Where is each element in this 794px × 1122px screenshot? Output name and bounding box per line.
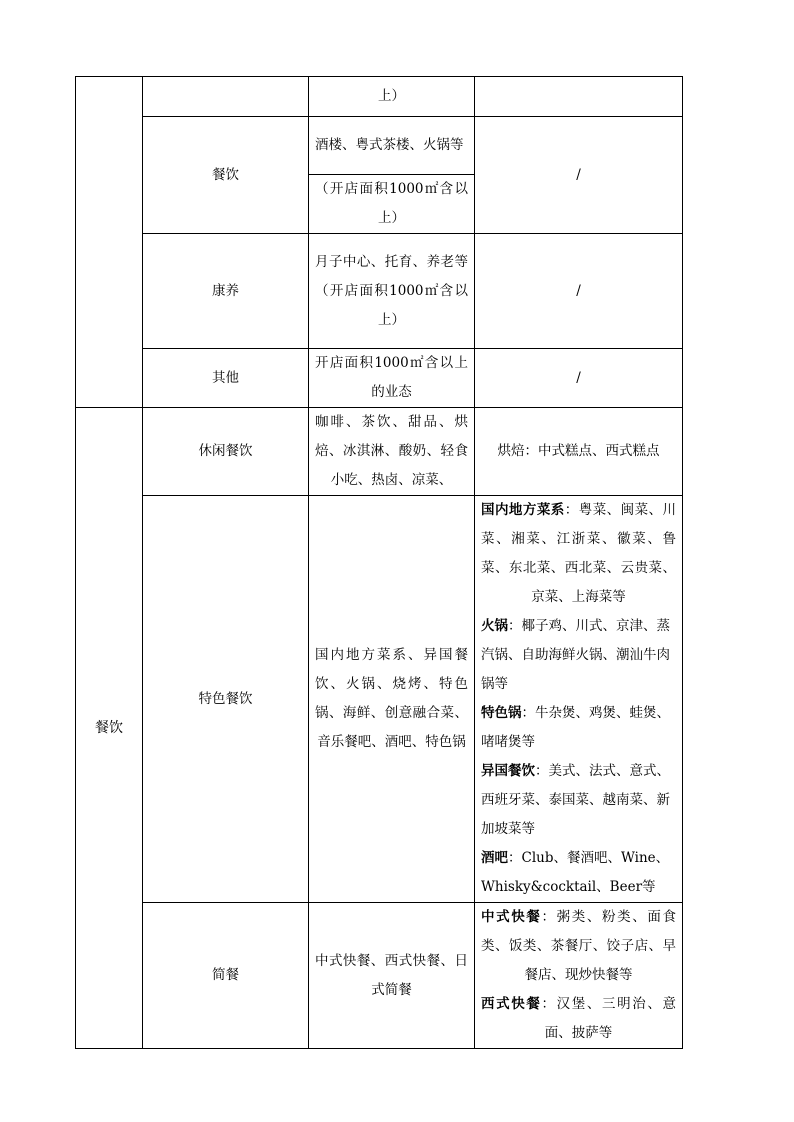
subcategory-name: 特色餐饮	[143, 496, 309, 903]
subcategory-name: 康养	[143, 234, 309, 349]
table-cell	[143, 77, 309, 117]
table-cell: 咖啡、茶饮、甜品、烘焙、冰淇淋、酸奶、轻食小吃、热卤、凉菜、	[309, 408, 475, 496]
subcategory-name: 简餐	[143, 903, 309, 1049]
table-row	[76, 408, 683, 496]
table-cell	[475, 903, 683, 1049]
table-cell: 酒楼、粤式茶楼、火锅等 （开店面积1000㎡含以上）	[309, 117, 475, 234]
category-label: 餐饮	[76, 408, 143, 1049]
table-cell: 烘焙：中式糕点、西式糕点	[475, 408, 683, 496]
table-row	[76, 903, 683, 1049]
detail-item: 中式快餐：粥类、粉类、面食类、饭类、茶餐厅、饺子店、早餐店、现炒快餐等	[481, 909, 676, 983]
table-cell	[475, 496, 683, 903]
category-table	[75, 76, 683, 1049]
table-cell: 上）	[309, 77, 475, 117]
table-row	[76, 496, 683, 903]
table-cell	[475, 77, 683, 117]
table-row	[76, 349, 683, 408]
table-cell: 中式快餐、西式快餐、日式简餐	[309, 903, 475, 1049]
category-cell-empty	[76, 77, 143, 408]
table-row	[76, 77, 683, 117]
table-cell: 开店面积1000㎡含以上的业态	[309, 349, 475, 408]
detail-item: 国内地方菜系：粤菜、闽菜、川菜、湘菜、江浙菜、徽菜、鲁菜、东北菜、西北菜、云贵菜、京菜、上海菜等	[481, 502, 677, 605]
table-cell: /	[475, 234, 683, 349]
table-row	[76, 117, 683, 234]
detail-item: 火锅：椰子鸡、川式、京津、蒸汽锅、自助海鲜火锅、潮汕牛肉锅等	[481, 618, 670, 692]
subcategory-name: 休闲餐饮	[143, 408, 309, 496]
detail-item: 异国餐饮：美式、法式、意式、西班牙菜、泰国菜、越南菜、新加坡菜等	[481, 763, 670, 837]
detail-item: 西式快餐：汉堡、三明治、意面、披萨等	[481, 996, 676, 1041]
table-cell: /	[475, 117, 683, 234]
table-cell: 月子中心、托育、养老等（开店面积1000㎡含以上）	[309, 234, 475, 349]
subcategory-name: 餐饮	[143, 117, 309, 234]
table-row	[76, 234, 683, 349]
detail-item: 酒吧：Club、餐酒吧、Wine、Whisky&cocktail、Beer等	[481, 850, 670, 895]
subcategory-name: 其他	[143, 349, 309, 408]
table-cell: 国内地方菜系、异国餐饮、火锅、烧烤、特色锅、海鲜、创意融合菜、音乐餐吧、酒吧、特色锅	[309, 496, 475, 903]
detail-item: 特色锅：牛杂煲、鸡煲、蛙煲、啫啫煲等	[481, 705, 670, 750]
table-cell: /	[475, 349, 683, 408]
